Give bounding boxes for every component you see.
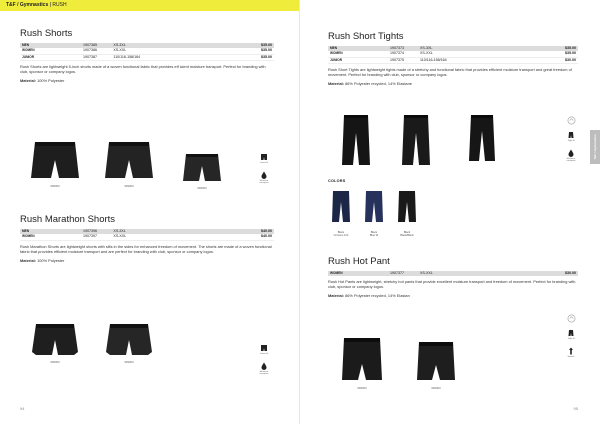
icon-label: Stretch [567, 355, 575, 358]
colors-label: COLORS [328, 179, 346, 183]
product-code: 999000 [124, 360, 134, 364]
marathon-shorts-image [30, 322, 80, 358]
spec-code: 1907396 [81, 229, 111, 234]
spec-code: 1907387 [81, 54, 111, 60]
rush-marathon-material [20, 258, 274, 263]
spec-sizes: XS-XXL [111, 234, 243, 240]
product-code: 999000 [50, 360, 60, 364]
rush-marathon-spec-table [20, 229, 274, 241]
product-image-marathon-2 [98, 322, 160, 364]
right-page [300, 0, 600, 424]
product-code: 999000 [357, 386, 367, 390]
spec-price: $35.00 [244, 48, 274, 54]
swatch-tights-image [331, 190, 351, 224]
fit-icon [260, 344, 268, 352]
spec-name: WOMEN [20, 234, 81, 240]
table-row [328, 271, 578, 276]
product-image-hot-pant-1 [336, 336, 388, 390]
stretch-icon [567, 347, 575, 355]
product-image-tights-2 [396, 113, 436, 169]
icon-label: Tight fit [567, 338, 575, 340]
shorts-image [29, 140, 81, 182]
rush-shorts-material [20, 78, 274, 83]
spec-name: WOMEN [20, 48, 81, 54]
product-code: 999000 [431, 386, 441, 390]
material-value: 86% Polyester recycled, 14% Elastan [345, 293, 410, 299]
fit-icon [567, 131, 575, 139]
product-image-tights-3 [462, 113, 502, 165]
swatch-caption: Black Black/Black [400, 231, 414, 237]
side-tab-label: T&F / Gymnastics [593, 134, 597, 160]
spec-price: $35.00 [548, 51, 578, 57]
material-value: 86% Polyester recycled, 14% Elastane [345, 81, 412, 87]
color-swatch [359, 190, 389, 237]
material-label: Material: [20, 257, 36, 263]
rush-shorts-title: Rush Shorts [20, 28, 73, 39]
spec-name: MEN [20, 229, 81, 234]
spec-code: 1907377 [388, 271, 418, 276]
rush-shorts-section [20, 28, 274, 83]
tights-image [468, 113, 496, 165]
spec-price: $30.00 [548, 57, 578, 63]
spec-sizes: XS-3XL [418, 46, 548, 51]
product-image-shorts-3 [174, 152, 230, 190]
product-code: 999000 [50, 184, 60, 188]
rush-short-tights-section [328, 31, 578, 86]
product-image-shorts-1 [24, 140, 86, 188]
spec-name: JUNIOR [20, 54, 81, 60]
rush-hot-pant-material [328, 293, 578, 298]
header-breadcrumb: T&F / Gymnastics | RUSH [6, 2, 67, 8]
page-number: 94 [20, 406, 25, 411]
tights-image [401, 113, 431, 169]
material-label: Material: [20, 78, 36, 84]
icon-label: Loose fit [259, 353, 269, 355]
color-swatch [326, 190, 356, 237]
spec-sizes: 110/116-158/164 [111, 54, 243, 60]
spec-sizes: XS-XXL [111, 48, 243, 54]
product-image-marathon-1 [24, 322, 86, 364]
hot-pant-image [340, 336, 384, 384]
product-image-hot-pant-2 [410, 340, 462, 390]
feature-icons-bottom [257, 344, 271, 382]
spec-code: 1907385 [81, 43, 111, 48]
material-label: Material: [328, 293, 344, 299]
product-code: 999000 [197, 186, 207, 190]
spec-price: $35.00 [548, 46, 578, 51]
rush-short-tights-description: Rush Short Tights are lightweight tights made of a stretchy and functional fabric that provides efficient moisture transport and great freedom of movement. Perfect for branding with club, sponsor or company logos. [328, 67, 572, 78]
rush-hot-pant-description: Rush Hot Pants are lightweight, stretchy hot pants that provide excellent moisture transport and freedom of movement. Perfect for branding with club, sponsor or company logos. [328, 279, 576, 290]
rush-marathon-shorts-title: Rush Marathon Shorts [20, 214, 116, 225]
rush-shorts-spec-table [20, 43, 274, 61]
spec-code: 1907375 [388, 57, 418, 63]
rush-marathon-description: Rush Marathon Shorts are lightweight shorts with slits in the sides for enhanced freedom of movement. The shorts are made of a woven functional fabric that provides efficient moisture transport and are perfect for branding with club, sponsor or company logos. [20, 243, 272, 254]
hot-pant-image [415, 340, 457, 384]
spec-sizes: XS-3XL [111, 43, 243, 48]
icon-label: Tight fit [567, 140, 575, 142]
drop-icon [260, 362, 268, 370]
product-code: 999000 [124, 184, 134, 188]
section-side-tab [590, 130, 600, 164]
spec-price: $30.00 [548, 271, 578, 276]
spec-price: $35.00 [244, 43, 274, 48]
rush-short-tights-title: Rush Short Tights [328, 31, 404, 42]
swatch-tights-image [397, 190, 417, 224]
swatch-caption: Blaze Blue W [369, 231, 379, 237]
material-label: Material: [328, 81, 344, 87]
spec-name: MEN [328, 46, 388, 51]
shorts-image [103, 140, 155, 182]
recycled-icon [567, 314, 576, 323]
table-row [20, 234, 274, 240]
table-row [20, 54, 274, 60]
spec-code: 1907386 [81, 48, 111, 54]
spec-code: 1907397 [81, 234, 111, 240]
spec-sizes: XS-3XL [111, 229, 243, 234]
product-image-shorts-2 [98, 140, 160, 188]
rush-short-tights-material [328, 81, 578, 86]
spec-code: 1907374 [388, 51, 418, 57]
spec-name: WOMEN [328, 51, 388, 57]
icon-label: Moisture transport [259, 370, 269, 376]
tights-image [341, 113, 371, 169]
rush-hot-pant-section [328, 256, 578, 298]
rush-marathon-shorts-section [20, 214, 274, 263]
icon-label: Moisture transport [259, 179, 269, 185]
fit-icon [260, 153, 268, 161]
feature-icons-bottom [564, 314, 578, 364]
product-image-tights-1 [336, 113, 376, 169]
page-number: 95 [573, 406, 578, 411]
spec-price: $40.00 [244, 234, 274, 240]
fit-icon [567, 329, 575, 337]
header-collection: RUSH [52, 2, 67, 8]
header-category: T&F / Gymnastics [6, 2, 49, 8]
spec-sizes: 110/116-158/164 [418, 57, 548, 63]
marathon-shorts-image [104, 322, 154, 358]
spec-name: MEN [20, 43, 81, 48]
recycled-icon [567, 116, 576, 125]
material-value: 100% Polyester [37, 257, 65, 263]
spec-name: WOMEN [328, 271, 388, 276]
icon-label: Moisture transport [566, 157, 576, 163]
material-value: 100% Polyester [37, 78, 65, 84]
rush-shorts-description: Rush Shorts are lightweight 5-inch shorts made of a woven functional fabric that provides eff icient moisture transport. Perfect for branding with club, sponsor or company logos. [20, 64, 266, 75]
spec-name: JUNIOR [328, 57, 388, 63]
drop-icon [260, 171, 268, 179]
spec-sizes: XS-XXL [418, 271, 548, 276]
rush-hot-pant-spec-table [328, 271, 578, 276]
rush-hot-pant-title: Rush Hot Pant [328, 256, 390, 267]
feature-icons-top [257, 153, 271, 191]
rush-short-tights-spec-table [328, 46, 578, 64]
feature-icons-top [564, 116, 578, 169]
drop-icon [567, 149, 575, 157]
icon-label: Loose fit [259, 162, 269, 164]
spec-price: $35.00 [244, 54, 274, 60]
spec-price: $40.00 [244, 229, 274, 234]
shorts-image [181, 152, 223, 184]
spec-code: 1907373 [388, 46, 418, 51]
table-row [328, 57, 578, 63]
swatch-caption: Blaze Crimson & R [333, 231, 349, 237]
spec-sizes: XS-XXL [418, 51, 548, 57]
swatch-tights-image [364, 190, 384, 224]
color-swatch [392, 190, 422, 237]
